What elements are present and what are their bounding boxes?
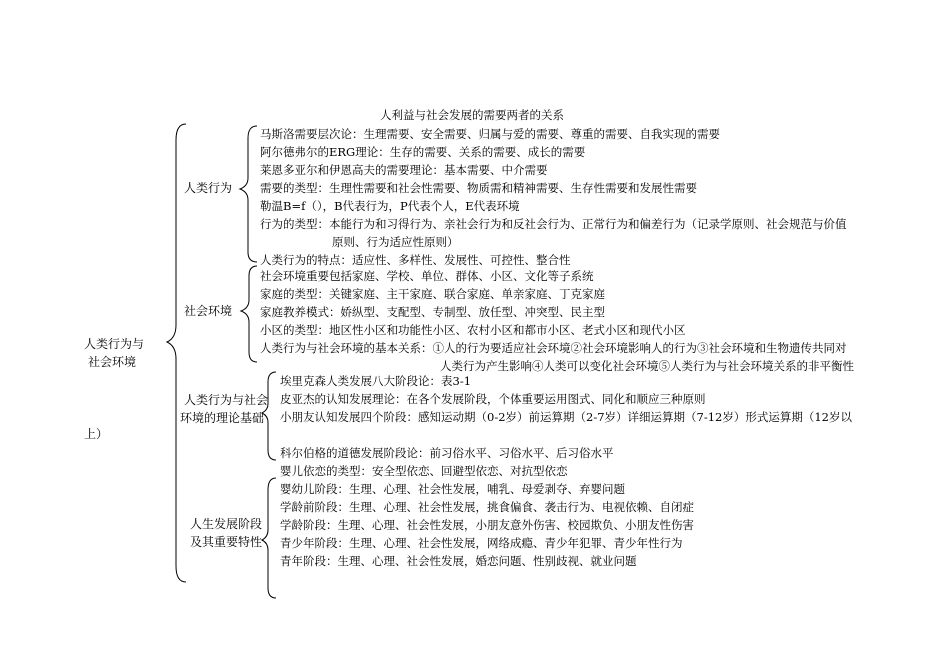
- behavior-brace: [240, 126, 257, 262]
- behavior-item: 马斯洛需要层次论：生理需要、安全需要、归属与爱的需要、尊重的需要、自我实现的需要: [260, 127, 720, 141]
- root-label-line2: 社会环境: [88, 355, 137, 369]
- environment-item: 人类行为与社会环境的基本关系：①人的行为要适应社会环境②社会环境影响人的行为③社会环境和生物遗传共同对: [260, 341, 847, 355]
- behavior-item: 阿尔德弗尔的ERG理论：生存的需要、关系的需要、成长的需要: [260, 145, 586, 159]
- environment-item: 家庭的类型：关键家庭、主干家庭、联合家庭、单亲家庭、丁克家庭: [260, 287, 605, 301]
- behavior-item: 需要的类型：生理性需要和社会性需要、物质需和精神需要、生存性需要和发展性需要: [260, 181, 697, 195]
- section-label-theory-line2: 环境的理论基础: [180, 411, 265, 425]
- behavior-item: 原则、行为适应性原则）: [332, 235, 459, 249]
- section-label-stages-line2: 及其重要特性: [190, 535, 263, 549]
- root-label-line1: 人类行为与: [84, 337, 145, 351]
- environment-item: 小区的类型：地区性小区和功能性小区、农村小区和都市小区、老式小区和现代小区: [260, 323, 686, 337]
- section-label-environment: 社会环境: [184, 304, 233, 318]
- behavior-item: 勒温B=f（），B代表行为，P代表个人，E代表环境: [260, 199, 520, 213]
- stage-item: 青少年阶段：生理、心理、社会性发展，网络成瘾、青少年犯罪、青少年性行为: [280, 536, 683, 550]
- section-label-stages-line1: 人生发展阶段: [190, 517, 263, 531]
- behavior-item: 人类行为的特点：适应性、多样性、发展性、可控性、整合性: [260, 253, 571, 267]
- theory-item: 皮亚杰的认知发展理论：在各个发展阶段，个体重要运用图式、同化和顺应三种原则: [280, 392, 706, 406]
- environment-item: 人类行为产生影响④人类可以变化社会环境⑤人类行为与社会环境关系的非平衡性: [440, 359, 854, 373]
- stage-item: 青年阶段：生理、心理、社会性发展，婚恋问题、性别歧视、就业问题: [280, 554, 637, 568]
- environment-item: 社会环境重要包括家庭、学校、单位、群体、小区、文化等子系统: [260, 269, 594, 283]
- stage-item: 学龄阶段：生理、心理、社会性发展，小朋友意外伤害、校园欺负、小朋友性伤害: [280, 518, 694, 532]
- theory-item: 小朋友认知发展四个阶段：感知运动期（0-2岁）前运算期（2-7岁）详细运算期（7-12岁）形式运算期（12岁以: [280, 410, 853, 424]
- behavior-item: 莱恩多亚尔和伊恩高夫的需要理论：基本需要、中介需要: [260, 163, 548, 177]
- section-label-theory-line1: 人类行为与社会: [184, 393, 269, 407]
- theory-item: 科尔伯格的道德发展阶段论：前习俗水平、习俗水平、后习俗水平: [280, 446, 614, 460]
- page-title: 人利益与社会发展的需要两者的关系: [380, 108, 564, 122]
- section-label-behavior: 人类行为: [184, 181, 233, 195]
- theory-item: 埃里克森人类发展八大阶段论：表3-1: [280, 374, 472, 388]
- stages-brace: [262, 478, 276, 598]
- stage-item: 学龄前阶段：生理、心理、社会性发展，挑食偏食、袭击行为、电视依赖、自闭症: [280, 500, 694, 514]
- stray-text: 上）: [84, 427, 109, 441]
- environment-brace: [241, 266, 257, 362]
- theory-brace: [262, 372, 276, 460]
- stage-item: 婴幼儿阶段：生理、心理、社会性发展，哺乳、母爱剥夺、弃婴问题: [280, 482, 625, 496]
- behavior-item: 行为的类型：本能行为和习得行为、亲社会行为和反社会行为、正常行为和偏差行为（记录学原则、社会规范与价值: [260, 217, 847, 231]
- environment-item: 家庭教养模式：娇纵型、支配型、专制型、放任型、冲突型、民主型: [260, 305, 605, 319]
- theory-item: 婴儿依恋的类型：安全型依恋、回避型依恋、对抗型依恋: [280, 464, 568, 478]
